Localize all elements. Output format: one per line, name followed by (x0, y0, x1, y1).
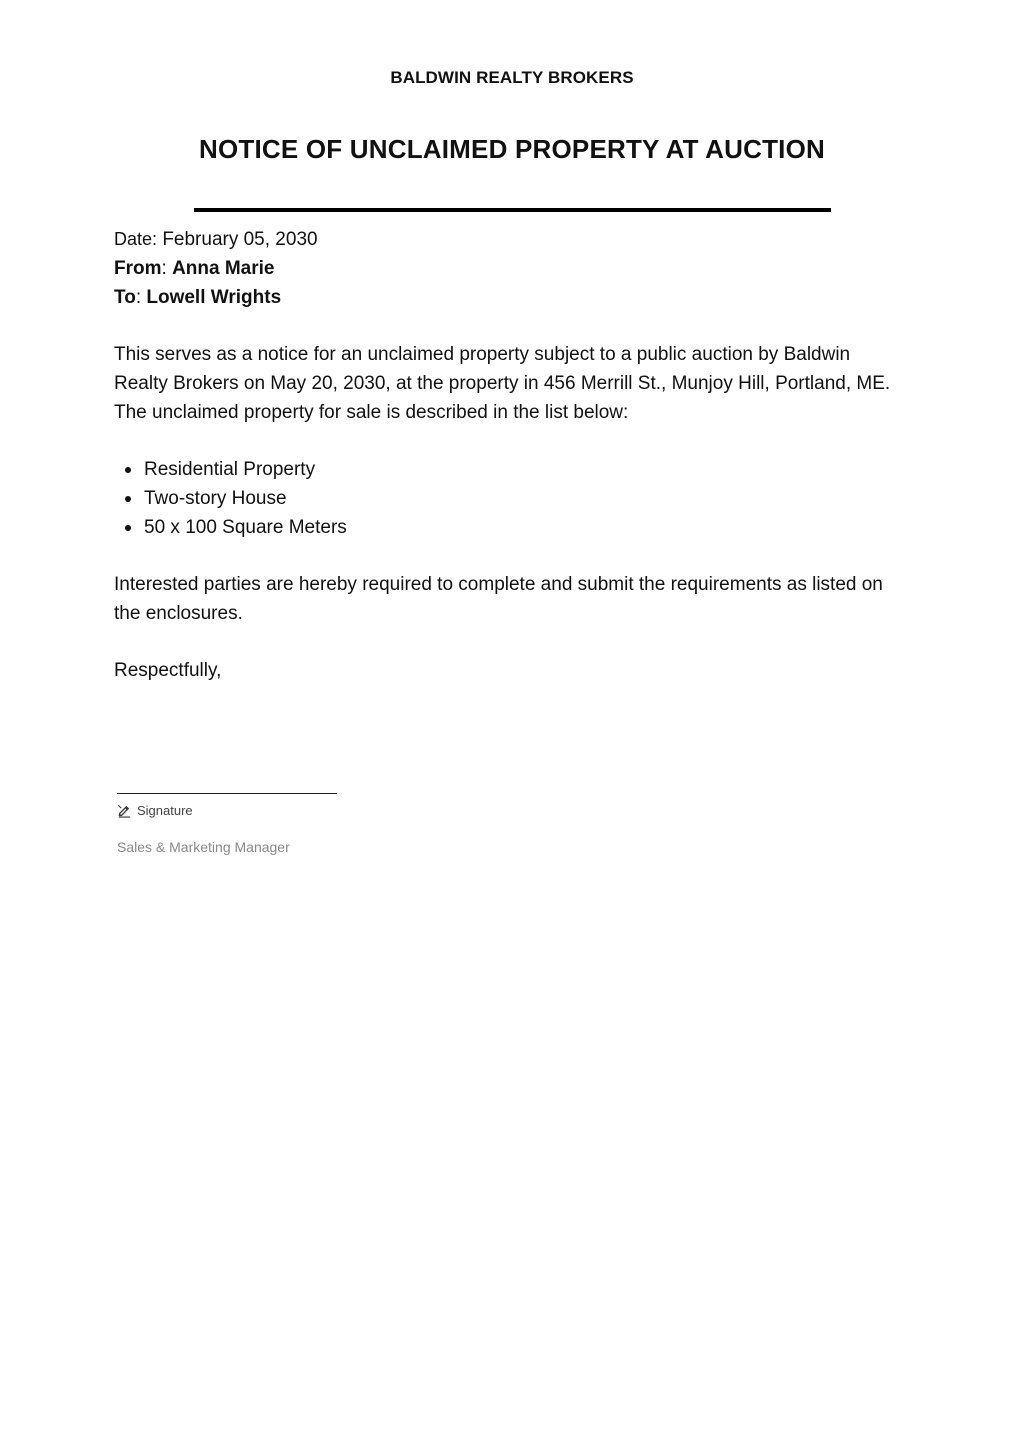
list-item (144, 484, 347, 513)
property-list (114, 455, 347, 542)
pen-signature-icon (117, 803, 132, 818)
signatory-position: Sales & Marketing Manager (117, 839, 290, 855)
from-label: From (114, 258, 162, 279)
from-separator: : (161, 258, 167, 279)
bullet-icon (125, 496, 131, 502)
signature-field[interactable] (117, 803, 193, 818)
date-value: February 05, 2030 (162, 229, 318, 250)
list-item (144, 455, 347, 484)
signature-label: Signature (137, 803, 193, 818)
title-divider (194, 208, 831, 212)
from-row (114, 254, 318, 283)
to-label: To (114, 287, 136, 308)
list-item-text: Two-story House (144, 488, 287, 509)
company-name: BALDWIN REALTY BROKERS (390, 68, 634, 87)
list-item (144, 513, 347, 542)
list-item-text: 50 x 100 Square Meters (144, 517, 347, 538)
to-row (114, 283, 318, 312)
bullet-icon (125, 525, 131, 531)
signature-line (117, 793, 337, 794)
list-item-text: Residential Property (144, 459, 316, 480)
requirements-paragraph: Interested parties are hereby required to complete and submit the requirements as listed on the enclosures. (114, 574, 883, 624)
notice-paragraph: This serves as a notice for an unclaimed property subject to a public auction by Baldwin Realty Brokers on May 20, 2030, at the property in 456 Merrill St., Munjoy Hill, Portland, ME. The unclaimed property for sale is described in the list below: (114, 344, 891, 423)
bullet-icon (125, 467, 131, 473)
to-value: Lowell Wrights (146, 287, 282, 308)
closing-text: Respectfully, (114, 660, 222, 681)
date-row (114, 225, 318, 254)
to-separator: : (135, 287, 142, 308)
from-value: Anna Marie (172, 258, 275, 279)
document-title: NOTICE OF UNCLAIMED PROPERTY AT AUCTION (198, 134, 826, 164)
memo-header (114, 225, 318, 312)
date-label: Date: (114, 229, 158, 249)
